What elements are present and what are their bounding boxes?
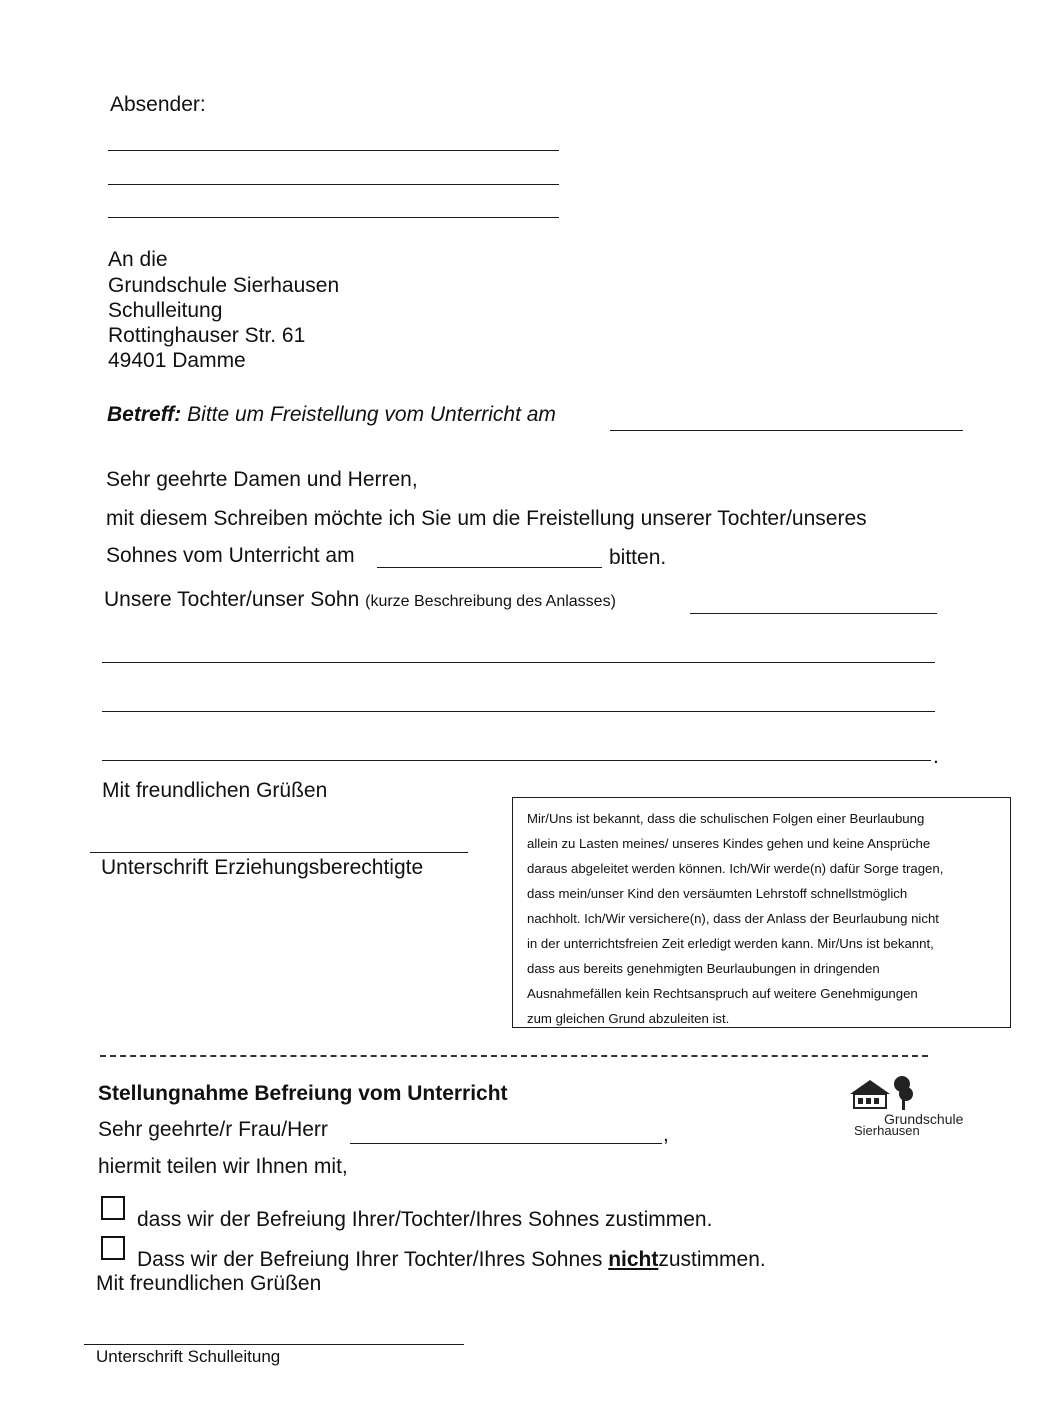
body-line-2-start: Sohnes vom Unterricht am xyxy=(106,544,355,567)
acknowledgement-notice xyxy=(512,797,1011,1028)
disagree-text-end: zustimmen. xyxy=(658,1248,766,1271)
cut-line-divider xyxy=(100,1055,928,1057)
disagree-text-start: Dass wir der Befreiung Ihrer Tochter/Ihres Sohnes xyxy=(137,1248,603,1271)
reason-field-2[interactable] xyxy=(102,640,935,663)
recipient-line-1: An die xyxy=(108,248,168,271)
recipient-line-2: Grundschule Sierhausen xyxy=(108,274,340,297)
notice-line: daraus abgeleitet werden können. Ich/Wir werde(n) dafür Sorge tragen, xyxy=(527,861,944,876)
subject xyxy=(107,404,556,425)
notice-line: dass mein/unser Kind den versäumten Lehrstoff schnellstmöglich xyxy=(527,886,908,901)
sender-label: Absender: xyxy=(110,93,206,116)
parent-signature-label: Unterschrift Erziehungsberechtigte xyxy=(101,856,424,879)
reason-hint: (kurze Beschreibung des Anlasses) xyxy=(365,593,616,610)
agree-checkbox[interactable] xyxy=(101,1196,125,1220)
subject-text: Bitte um Freistellung vom Unterricht am xyxy=(187,403,556,426)
disagree-checkbox[interactable] xyxy=(101,1236,125,1260)
school-logo xyxy=(846,1074,976,1144)
response-intro: hiermit teilen wir Ihnen mit, xyxy=(98,1155,348,1178)
notice-line: nachholt. Ich/Wir versichere(n), dass der Anlass der Beurlaubung nicht xyxy=(527,911,939,926)
body-line-1: mit diesem Schreiben möchte ich Sie um die Freistellung unserer Tochter/unseres xyxy=(106,507,867,530)
body-line-3 xyxy=(104,589,616,610)
response-regards: Mit freundlichen Grüßen xyxy=(96,1272,322,1295)
principal-signature-label: Unterschrift Schulleitung xyxy=(96,1347,281,1366)
agree-option-label: dass wir der Befreiung Ihrer/Tochter/Ihres Sohnes zustimmen. xyxy=(137,1208,713,1231)
notice-line: in der unterrichtsfreien Zeit erledigt werden kann. Mir/Uns ist bekannt, xyxy=(527,936,934,951)
recipient-line-3: Schulleitung xyxy=(108,299,223,322)
reason-field-3[interactable] xyxy=(102,689,935,712)
body-line-3-start: Unsere Tochter/unser Sohn xyxy=(104,588,360,611)
notice-line: zum gleichen Grund abzuleiten ist. xyxy=(527,1011,730,1026)
recipient-line-4: Rottinghauser Str. 61 xyxy=(108,324,306,347)
logo-text-2: Sierhausen xyxy=(854,1123,920,1138)
notice-line: Mir/Uns ist bekannt, dass die schulischen Folgen einer Beurlaubung xyxy=(527,811,925,826)
subject-date-field[interactable] xyxy=(610,408,963,431)
response-title: Stellungnahme Befreiung vom Unterricht xyxy=(98,1082,508,1105)
subject-label: Betreff: xyxy=(107,403,182,426)
addressee-name-field[interactable] xyxy=(350,1121,662,1144)
greeting: Sehr geehrte Damen und Herren, xyxy=(106,468,418,491)
recipient-line-5: 49401 Damme xyxy=(108,349,246,372)
reason-end-dot: . xyxy=(933,745,939,768)
notice-line: dass aus bereits genehmigten Beurlaubungen in dringenden xyxy=(527,961,880,976)
body-line-2-end: bitten. xyxy=(609,546,667,569)
salutation-comma: , xyxy=(663,1123,669,1146)
notice-line: Ausnahmefällen kein Rechtsanspruch auf weitere Genehmigungen xyxy=(527,986,918,1001)
response-salutation: Sehr geehrte/r Frau/Herr xyxy=(98,1118,328,1141)
notice-line: allein zu Lasten meines/ unseres Kindes gehen und keine Ansprüche xyxy=(527,836,931,851)
disagree-option-label xyxy=(137,1249,766,1270)
sender-line-1[interactable] xyxy=(108,128,559,151)
sender-line-3[interactable] xyxy=(108,195,559,218)
reason-field-4[interactable] xyxy=(102,738,931,761)
sender-line-2[interactable] xyxy=(108,162,559,185)
closing-regards: Mit freundlichen Grüßen xyxy=(102,779,328,802)
reason-field-1[interactable] xyxy=(690,591,937,614)
principal-signature-field[interactable] xyxy=(84,1322,464,1345)
emphasis-not: nicht xyxy=(608,1248,659,1271)
absence-date-field[interactable] xyxy=(377,545,602,568)
logo-text-1: Grundschule xyxy=(884,1111,964,1127)
parent-signature-field[interactable] xyxy=(90,830,468,853)
school-house-icon xyxy=(846,1074,916,1116)
